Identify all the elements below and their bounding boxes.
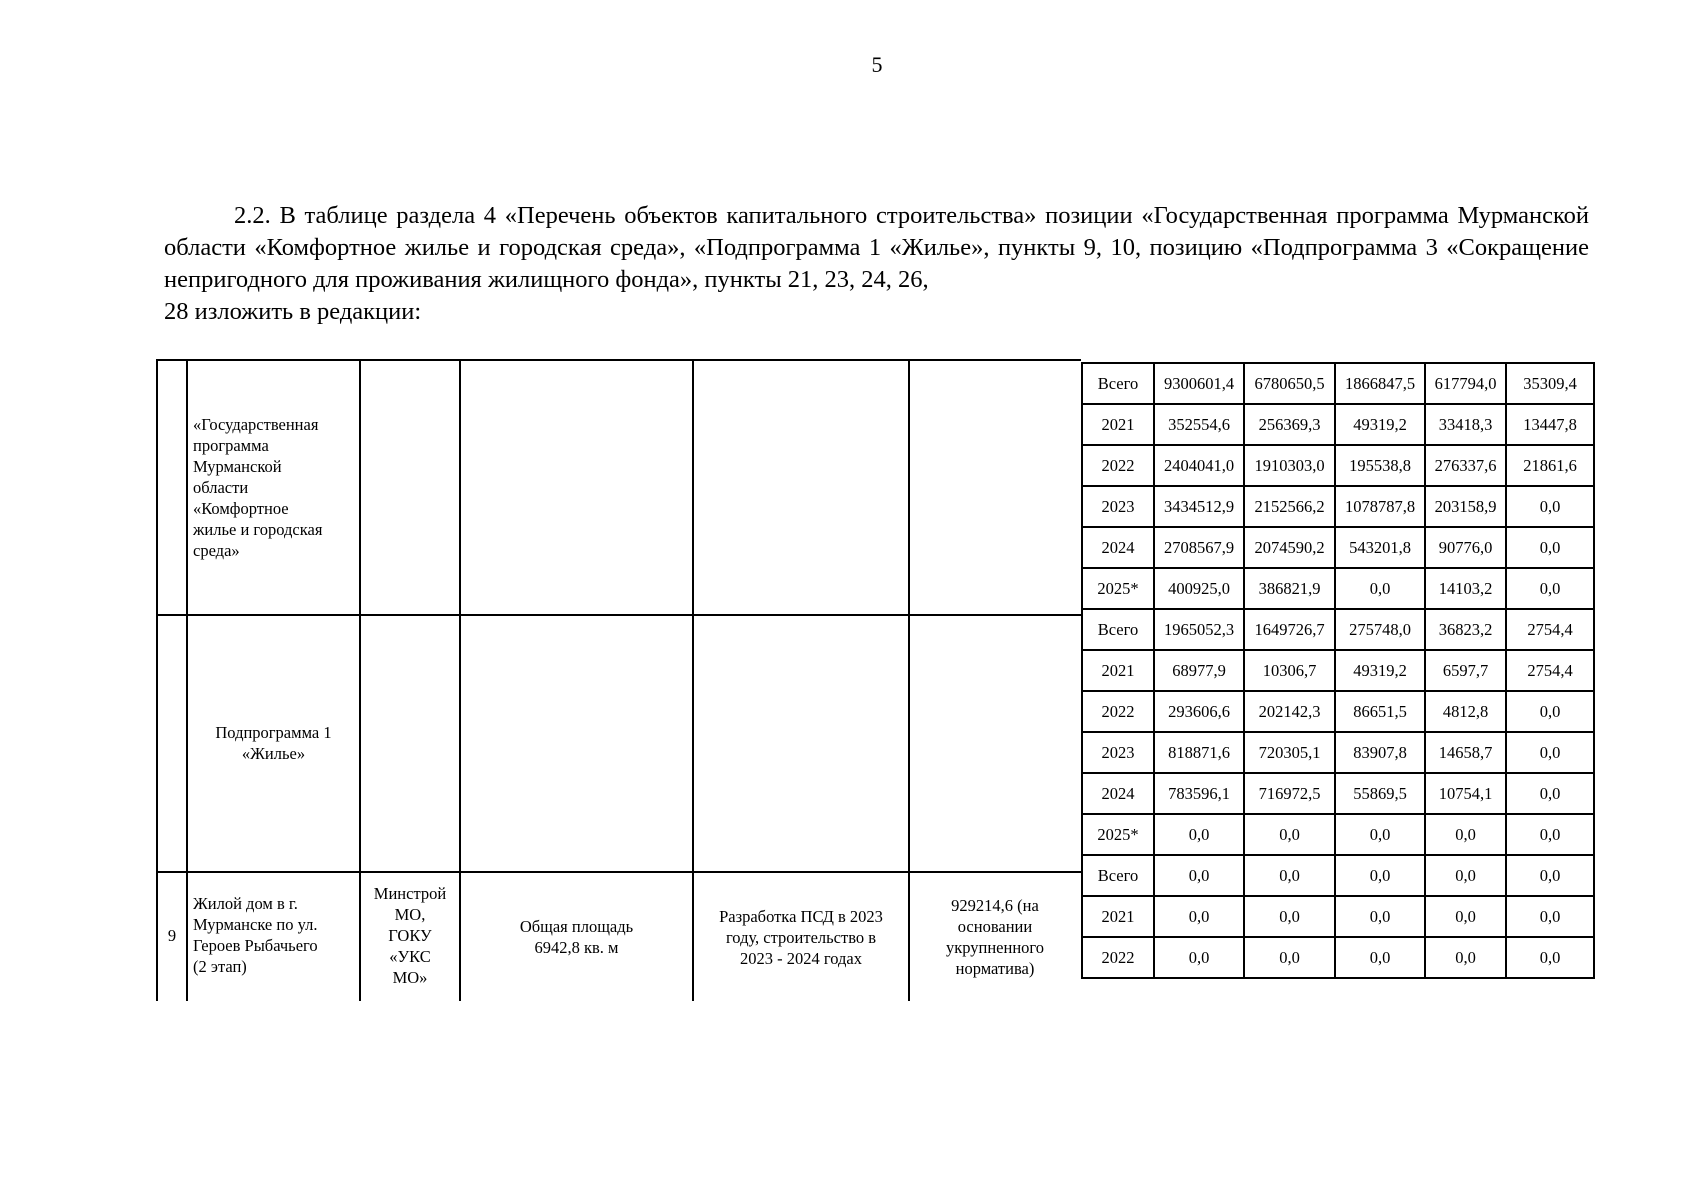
subprogram-name xyxy=(188,722,359,764)
value-cell: 0,0 xyxy=(1335,937,1425,978)
value-cell: 400925,0 xyxy=(1154,568,1244,609)
value-cell: 33418,3 xyxy=(1425,404,1506,445)
table-row xyxy=(1082,486,1594,527)
financing-table xyxy=(1081,362,1595,979)
program-name-line: области xyxy=(193,478,249,497)
table-row xyxy=(1082,896,1594,937)
value-cell: 0,0 xyxy=(1244,937,1335,978)
item-cost-line: норматива) xyxy=(955,959,1035,978)
value-cell: 2152566,2 xyxy=(1244,486,1335,527)
value-cell: 0,0 xyxy=(1335,896,1425,937)
year-cell: 2021 xyxy=(1082,404,1154,445)
value-cell: 0,0 xyxy=(1506,855,1594,896)
frame-divider-2 xyxy=(156,871,1081,873)
table-row xyxy=(1082,855,1594,896)
intro-last-line: 28 изложить в редакции: xyxy=(164,298,422,325)
value-cell: 36823,2 xyxy=(1425,609,1506,650)
item-cost-line: укрупненного xyxy=(945,938,1045,957)
value-cell: 543201,8 xyxy=(1335,527,1425,568)
value-cell: 0,0 xyxy=(1506,691,1594,732)
value-cell: 0,0 xyxy=(1506,896,1594,937)
year-cell: 2025* xyxy=(1082,568,1154,609)
value-cell: 352554,6 xyxy=(1154,404,1244,445)
value-cell: 14103,2 xyxy=(1425,568,1506,609)
page-number: 5 xyxy=(871,52,883,77)
value-cell: 293606,6 xyxy=(1154,691,1244,732)
value-cell: 202142,3 xyxy=(1244,691,1335,732)
program-name-line: «Комфортное xyxy=(193,499,289,518)
value-cell: 386821,9 xyxy=(1244,568,1335,609)
frame-vline-0 xyxy=(156,359,158,1001)
value-cell: 2754,4 xyxy=(1506,650,1594,691)
value-cell: 716972,5 xyxy=(1244,773,1335,814)
value-cell: 13447,8 xyxy=(1506,404,1594,445)
year-cell: Всего xyxy=(1082,363,1154,404)
value-cell: 195538,8 xyxy=(1335,445,1425,486)
value-cell: 0,0 xyxy=(1244,855,1335,896)
intro-text: 2.2. В таблице раздела 4 «Перечень объектов капитального строительства» позиции «Государственная программа Мурманской области «Комфортное жилье и городская среда», «Подпрограмма 1 «Жилье», пункты 9, 10, позицию «Подпрограмма 3 «Сокращение непригодного для проживания жилищного фонда», пункты 21, 23, 24, 26, xyxy=(164,202,1589,293)
value-cell: 0,0 xyxy=(1244,896,1335,937)
subprogram-name-line: Подпрограмма 1 xyxy=(215,723,332,742)
value-cell: 720305,1 xyxy=(1244,732,1335,773)
value-cell: 55869,5 xyxy=(1335,773,1425,814)
year-cell: 2025* xyxy=(1082,814,1154,855)
table-row xyxy=(1082,609,1594,650)
year-cell: 2022 xyxy=(1082,445,1154,486)
value-cell: 818871,6 xyxy=(1154,732,1244,773)
value-cell: 0,0 xyxy=(1506,568,1594,609)
value-cell: 1965052,3 xyxy=(1154,609,1244,650)
item-executor-line: МО» xyxy=(392,968,428,987)
value-cell: 14658,7 xyxy=(1425,732,1506,773)
item-cost xyxy=(910,895,1080,979)
item-deadline-line: году, строительство в xyxy=(725,928,877,947)
value-cell: 0,0 xyxy=(1425,814,1506,855)
item-cost-line: 929214,6 (на xyxy=(951,896,1039,915)
table-row xyxy=(1082,732,1594,773)
item-capacity-line: Общая площадь xyxy=(519,917,634,936)
item-name-line: Мурманске по ул. xyxy=(193,915,318,934)
item-executor-line: ГОКУ xyxy=(388,926,432,945)
value-cell: 49319,2 xyxy=(1335,650,1425,691)
item-cost-line: основании xyxy=(957,917,1033,936)
year-cell: 2021 xyxy=(1082,896,1154,937)
value-cell: 1910303,0 xyxy=(1244,445,1335,486)
intro-paragraph xyxy=(164,200,1589,296)
item-name xyxy=(193,893,358,977)
value-cell: 4812,8 xyxy=(1425,691,1506,732)
frame-vline-1 xyxy=(186,359,188,1001)
value-cell: 0,0 xyxy=(1506,937,1594,978)
year-cell: 2021 xyxy=(1082,650,1154,691)
item-deadline-line: 2023 - 2024 годах xyxy=(740,949,862,968)
program-name-line: Мурманской xyxy=(193,457,282,476)
frame-divider-1 xyxy=(156,614,1081,616)
table-row xyxy=(1082,363,1594,404)
item-executor-line: «УКС xyxy=(389,947,431,966)
item-capacity xyxy=(461,916,692,958)
program-name-line: среда» xyxy=(193,541,240,560)
year-cell: 2022 xyxy=(1082,937,1154,978)
table-row xyxy=(1082,445,1594,486)
value-cell: 3434512,9 xyxy=(1154,486,1244,527)
table-row xyxy=(1082,568,1594,609)
value-cell: 6780650,5 xyxy=(1244,363,1335,404)
value-cell: 49319,2 xyxy=(1335,404,1425,445)
year-cell: Всего xyxy=(1082,855,1154,896)
value-cell: 0,0 xyxy=(1335,855,1425,896)
table-row xyxy=(1082,404,1594,445)
item-deadline-line: Разработка ПСД в 2023 xyxy=(719,907,883,926)
table-row xyxy=(1082,773,1594,814)
value-cell: 617794,0 xyxy=(1425,363,1506,404)
value-cell: 0,0 xyxy=(1506,527,1594,568)
frame-vline-4 xyxy=(692,359,694,1001)
item-name-line: Жилой дом в г. xyxy=(193,894,298,913)
value-cell: 0,0 xyxy=(1506,486,1594,527)
year-cell: 2023 xyxy=(1082,732,1154,773)
year-cell: 2024 xyxy=(1082,773,1154,814)
table-row xyxy=(1082,937,1594,978)
value-cell: 2708567,9 xyxy=(1154,527,1244,568)
value-cell: 0,0 xyxy=(1335,568,1425,609)
year-cell: 2024 xyxy=(1082,527,1154,568)
value-cell: 0,0 xyxy=(1154,814,1244,855)
program-name-line: «Государственная xyxy=(193,415,319,434)
value-cell: 0,0 xyxy=(1425,855,1506,896)
program-name-line: программа xyxy=(193,436,269,455)
value-cell: 0,0 xyxy=(1425,896,1506,937)
value-cell: 0,0 xyxy=(1425,937,1506,978)
table-row xyxy=(1082,691,1594,732)
value-cell: 256369,3 xyxy=(1244,404,1335,445)
value-cell: 0,0 xyxy=(1335,814,1425,855)
value-cell: 2754,4 xyxy=(1506,609,1594,650)
value-cell: 1649726,7 xyxy=(1244,609,1335,650)
item-name-line: (2 этап) xyxy=(193,957,247,976)
item-name-line: Героев Рыбачьего xyxy=(193,936,318,955)
value-cell: 83907,8 xyxy=(1335,732,1425,773)
value-cell: 1866847,5 xyxy=(1335,363,1425,404)
value-cell: 1078787,8 xyxy=(1335,486,1425,527)
value-cell: 21861,6 xyxy=(1506,445,1594,486)
year-cell: 2023 xyxy=(1082,486,1154,527)
item-executor-line: МО, xyxy=(394,905,426,924)
value-cell: 276337,6 xyxy=(1425,445,1506,486)
value-cell: 0,0 xyxy=(1154,937,1244,978)
value-cell: 0,0 xyxy=(1154,855,1244,896)
year-cell: Всего xyxy=(1082,609,1154,650)
value-cell: 0,0 xyxy=(1244,814,1335,855)
value-cell: 86651,5 xyxy=(1335,691,1425,732)
subprogram-name-line: «Жилье» xyxy=(241,744,306,763)
value-cell: 68977,9 xyxy=(1154,650,1244,691)
value-cell: 275748,0 xyxy=(1335,609,1425,650)
item-capacity-line: 6942,8 кв. м xyxy=(534,938,619,957)
program-name xyxy=(193,414,358,561)
table-row xyxy=(1082,650,1594,691)
value-cell: 783596,1 xyxy=(1154,773,1244,814)
item-executor-line: Минстрой xyxy=(373,884,447,903)
item-deadline xyxy=(694,906,908,969)
value-cell: 0,0 xyxy=(1506,732,1594,773)
value-cell: 35309,4 xyxy=(1506,363,1594,404)
value-cell: 0,0 xyxy=(1154,896,1244,937)
value-cell: 10754,1 xyxy=(1425,773,1506,814)
value-cell: 6597,7 xyxy=(1425,650,1506,691)
value-cell: 90776,0 xyxy=(1425,527,1506,568)
value-cell: 2074590,2 xyxy=(1244,527,1335,568)
value-cell: 2404041,0 xyxy=(1154,445,1244,486)
table-row xyxy=(1082,527,1594,568)
value-cell: 9300601,4 xyxy=(1154,363,1244,404)
value-cell: 0,0 xyxy=(1506,814,1594,855)
value-cell: 0,0 xyxy=(1506,773,1594,814)
financing-table-body xyxy=(1082,363,1594,978)
value-cell: 203158,9 xyxy=(1425,486,1506,527)
value-cell: 10306,7 xyxy=(1244,650,1335,691)
year-cell: 2022 xyxy=(1082,691,1154,732)
table-row xyxy=(1082,814,1594,855)
program-name-line: жилье и городская xyxy=(193,520,323,539)
item-executor xyxy=(361,883,459,988)
frame-vline-3 xyxy=(459,359,461,1001)
item-number: 9 xyxy=(167,926,177,945)
frame-top xyxy=(156,359,1081,361)
